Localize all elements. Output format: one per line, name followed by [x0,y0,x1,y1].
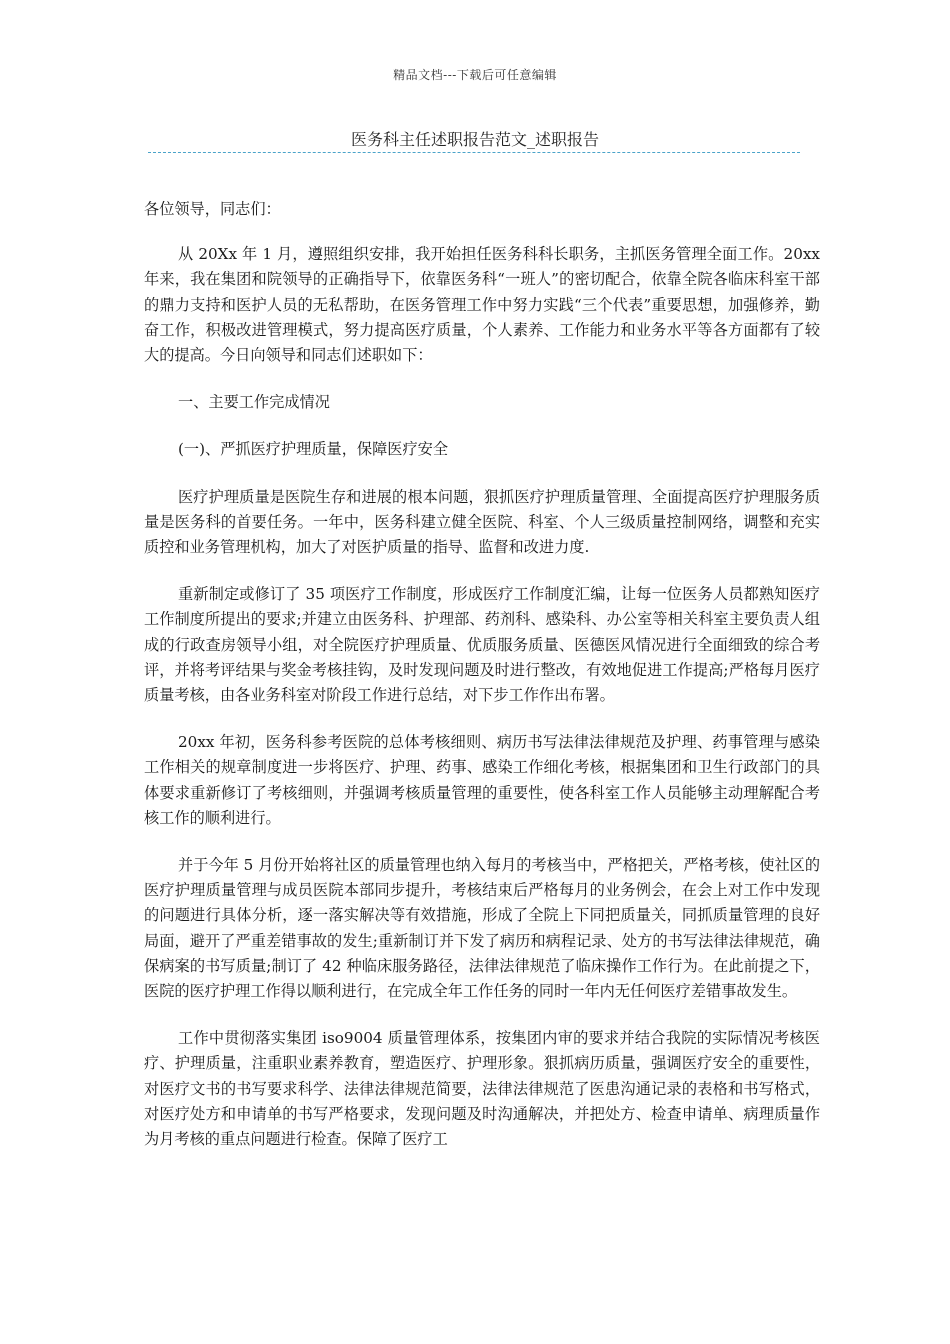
paragraph-assessment: 20xx 年初，医务科参考医院的总体考核细则、病历书写法律法律规范及护理、药事管理与感染工作相关的规章制度进一步将医疗、护理、药事、感染工作细化考核，根据集团和卫生行政部门的具体要求重新修订了考核细则，并强调考核质量管理的重要性，使各科室工作人员能够主动理解配合考核工作的顺利进行。 [144,733,820,827]
section-heading: 一、主要工作完成情况 [178,393,330,412]
document-body [144,197,820,1174]
paragraph-regulations: 重新制定或修订了 35 项医疗工作制度，形成医疗工作制度汇编，让每一位医务人员都熟知医疗工作制度所提出的要求;并建立由医务科、护理部、药剂科、感染科、办公室等相关科室主要负责人组成的行政查房领导小组，对全院医疗护理质量、优质服务质量、医德医风情况进行全面细致的综合考评，并将考评结果与奖金考核挂钩，及时发现问题及时进行整改，有效地促进工作提高;严格每月医疗质量考核，由各业务科室对阶段工作进行总结，对下步工作作出布署。 [144,585,820,705]
document-title: 医务科主任述职报告范文_述职报告 [350,130,599,149]
title-divider [148,152,800,153]
subsection-heading: (一)、严抓医疗护理质量，保障医疗安全 [178,440,449,459]
paragraph-quality: 医疗护理质量是医院生存和进展的根本问题，狠抓医疗护理质量管理、全面提高医疗护理服务质量是医务科的首要任务。一年中，医务科建立健全医院、科室、个人三级质量控制网络，调整和充实质控和业务管理机构，加大了对医护质量的指导、监督和改进力度. [144,487,820,557]
paragraph-intro: 从 20Xx 年 1 月，遵照组织安排，我开始担任医务科科长职务，主抓医务管理全面工作。20xx 年来，我在集团和院领导的正确指导下，依靠医务科“一班人”的密切配合，依靠全院各临床科室干部的鼎力支持和医护人员的无私帮助，在医务管理工作中努力实践“三个代表”重要思想，加强修养，勤奋工作，积极改进管理模式，努力提高医疗质量，个人素养、工作能力和业务水平等各方面都有了较大的提高。今日向领导和同志们述职如下： [144,245,820,365]
header-note: 精品文档---下载后可任意编辑 [393,68,557,82]
paragraph-iso: 工作中贯彻落实集团 iso9004 质量管理体系，按集团内审的要求并结合我院的实际情况考核医疗、护理质量，注重职业素养教育，塑造医疗、护理形象。狠抓病历质量，强调医疗安全的重要性，对医疗文书的书写要求科学、法律法律规范简要，法律法律规范了医患沟通记录的表格和书写格式，对医疗处方和申请单的书写严格要求，发现问题及时沟通解决，并把处方、检查申请单、病理质量作为月考核的重点问题进行检查。保障了医疗工 [144,1029,820,1149]
paragraph-community: 并于今年 5 月份开始将社区的质量管理也纳入每月的考核当中，严格把关，严格考核，使社区的医疗护理质量管理与成员医院本部同步提升，考核结束后严格每月的业务例会，在会上对工作中发现的问题进行具体分析，逐一落实解决等有效措施，形成了全院上下同把质量关，同抓质量管理的良好局面，避开了严重差错事故的发生;重新制订并下发了病历和病程记录、处方的书写法律法律规范，确保病案的书写质量;制订了 42 种临床服务路径，法律法律规范了临床操作工作行为。在此前提之下，医院的医疗护理工作得以顺利进行，在完成全年工作任务的同时一年内无任何医疗差错事故发生。 [144,856,821,1001]
salutation: 各位领导，同志们： [144,200,281,218]
